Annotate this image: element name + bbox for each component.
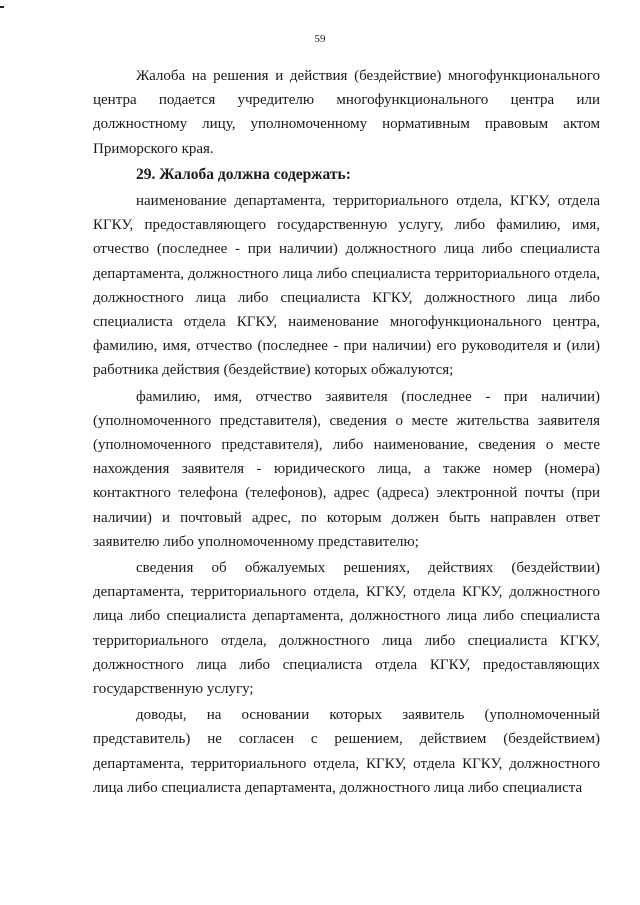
paragraph-complaint-mfc: Жалоба на решения и действия (бездействие) многофункционального центра подается учредителю многофункционального центра или должностному лицу, уполномоченному нормативным правовым актом Приморского края. xyxy=(93,68,600,157)
paragraph-arguments: доводы, на основании которых заявитель (уполномоченный представитель) не согласен с решением, действием (бездействием) департамента, территориального отдела, КГКУ, отдела КГКУ, должностного лица либо специалиста департамента, должностного лица либо специалиста xyxy=(93,707,600,796)
paragraph-department-name: наименование департамента, территориального отдела, КГКУ, отдела КГКУ, предоставляющего государственную услугу, либо фамилию, имя, отчество (последнее - при наличии) должностного лица либо специалиста департамента, должностного лица либо специалиста территориального отдела, должностного лица либо специалиста КГКУ, должностного лица либо специалиста отдела КГКУ, наименование многофункционального центра, фамилию, имя, отчество (последнее - при наличии) его руководителя и (или) работника действия (бездействие) которых обжалуются; xyxy=(93,193,600,379)
document-body xyxy=(93,64,600,800)
section-heading-29: 29. Жалоба должна содержать: xyxy=(136,165,351,183)
scan-corner-mark xyxy=(0,6,4,8)
page-number: 59 xyxy=(314,33,326,45)
paragraph-applicant-details: фамилию, имя, отчество заявителя (последнее - при наличии) (уполномоченного представителя), сведения о месте жительства заявителя (уполномоченного представителя), либо наименование, сведения о месте нахождения заявителя - юридического лица, а также номер (номера) контактного телефона (телефонов), адрес (адреса) электронной почты (при наличии) и почтовый адрес, по которым должен быть направлен ответ заявителю либо уполномоченному представителю; xyxy=(93,388,600,550)
paragraph-appealed-decisions: сведения об обжалуемых решениях, действиях (бездействии) департамента, территориального отдела, КГКУ, отдела КГКУ, должностного лица либо специалиста департамента, должностного лица либо специалиста территориального отдела, должностного лица либо специалиста КГКУ, должностного лица либо специалиста отдела КГКУ, предоставляющих государственную услугу; xyxy=(93,560,600,698)
